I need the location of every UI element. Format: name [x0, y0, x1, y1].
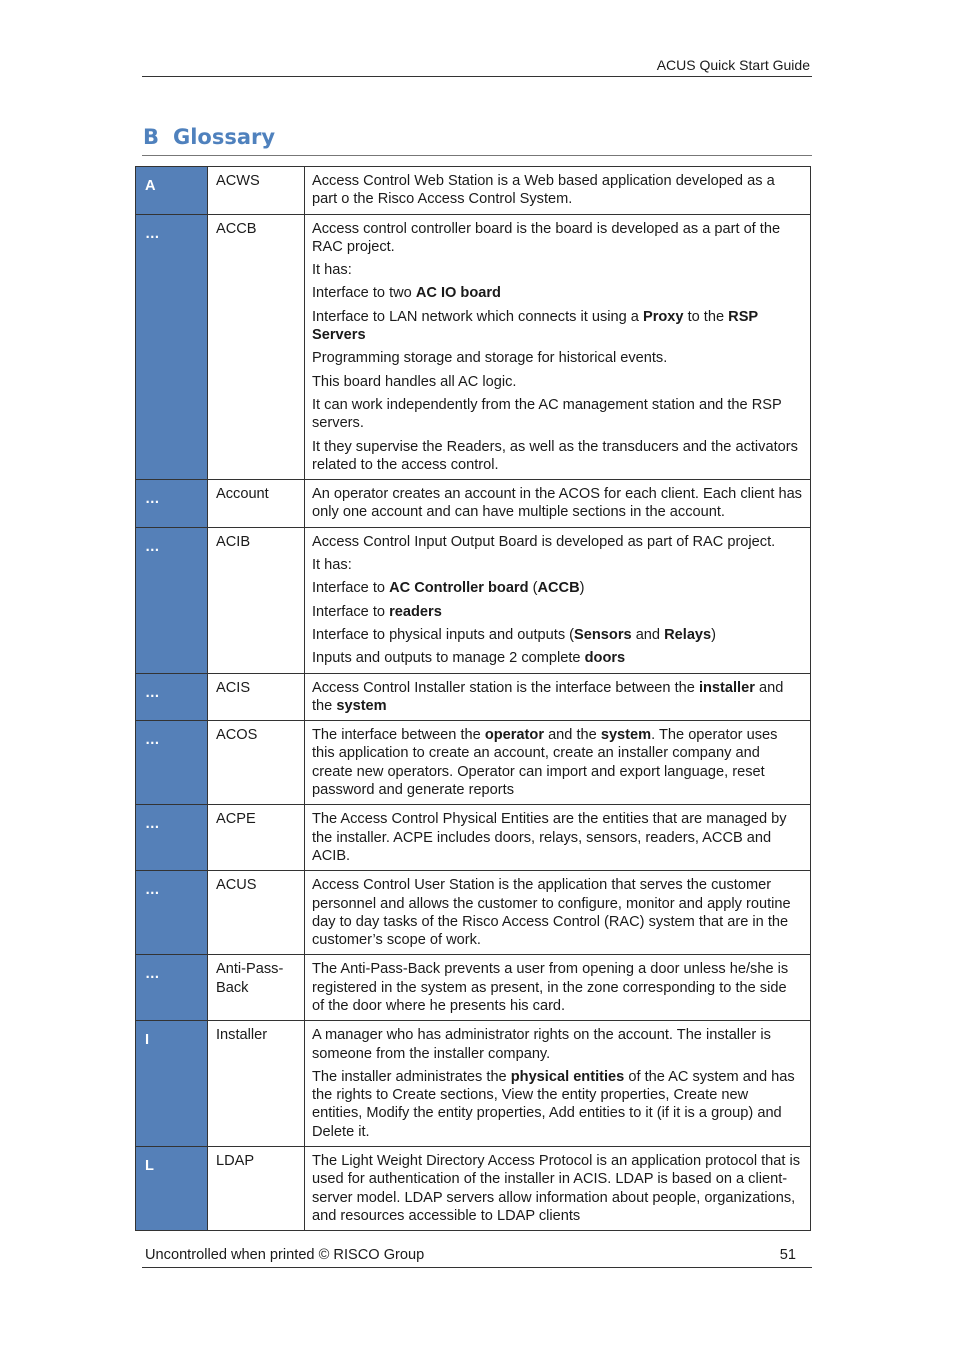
definition-text: to the [683, 308, 729, 325]
glossary-row [136, 214, 811, 480]
glossary-row [136, 871, 811, 955]
index-letter: … [136, 214, 208, 480]
definition-paragraph [312, 220, 802, 257]
definition-paragraph [312, 373, 802, 391]
definition-paragraph [312, 1152, 802, 1225]
definition-text: and [631, 626, 665, 643]
definition-paragraph [312, 679, 802, 716]
definition-bold-text: operator [484, 727, 545, 744]
definition-text: Access control controller board is the board is developed as a part of the RAC project. [312, 220, 781, 255]
definition-text: Interface to [312, 580, 390, 597]
index-letter: … [136, 480, 208, 528]
definition-text: Access Control Web Station is a Web based application developed as a part o the Risco Access Control System. [312, 173, 775, 208]
glossary-term: ACIS [208, 673, 305, 721]
definition-text: It can work independently from the AC management station and the RSP servers. [312, 396, 782, 432]
definition-paragraph [312, 626, 802, 644]
definition-bold-text: Relays [664, 626, 712, 643]
index-letter: … [136, 871, 208, 955]
footer-text: Uncontrolled when printed © RISCO Group [145, 1247, 425, 1263]
definition-text: The interface between the [312, 727, 485, 744]
glossary-term: ACOS [208, 721, 305, 805]
glossary-term: ACCB [208, 214, 305, 480]
definition-text: It has: [312, 557, 352, 574]
index-letter: … [136, 673, 208, 721]
index-letter: A [136, 167, 208, 215]
definition-text: Programming storage and storage for historical events. [312, 350, 668, 367]
index-letter: L [136, 1147, 208, 1231]
glossary-term: ACIB [208, 527, 305, 673]
glossary-definition [305, 527, 811, 673]
glossary-definition [305, 1147, 811, 1231]
glossary-row [136, 1021, 811, 1147]
glossary-row [136, 1147, 811, 1231]
definition-paragraph [312, 810, 802, 865]
definition-bold-text: AC Controller board [389, 580, 529, 597]
definition-text: ) [711, 626, 717, 643]
glossary-definition [305, 1021, 811, 1147]
definition-paragraph [312, 1068, 802, 1141]
definition-text: of the AC system and has the rights to Create sections, View the entity properties, Create new entities, Modify the entity properties, Add entities to it (if it is a group) and Delete it. [312, 1068, 795, 1140]
definition-text: It they supervise the Readers, as well as the transducers and the activators related to the access control. [312, 438, 798, 473]
index-letter: … [136, 955, 208, 1021]
definition-paragraph [312, 438, 802, 475]
definition-text: Interface to two [312, 285, 416, 302]
definition-text: and the [312, 679, 784, 714]
definition-paragraph [312, 308, 802, 345]
definition-paragraph [312, 172, 802, 209]
definition-bold-text: RSP Servers [312, 308, 758, 344]
glossary-term: Anti-Pass-Back [208, 955, 305, 1021]
definition-paragraph [312, 876, 802, 949]
glossary-term: ACUS [208, 871, 305, 955]
glossary-definition [305, 871, 811, 955]
definition-paragraph [312, 396, 802, 433]
glossary-term: ACWS [208, 167, 305, 215]
definition-text: The Light Weight Directory Access Protocol is an application protocol that is used for authentication of the installer in ACIS. LDAP is based on a client-server model. LDAP servers allow information about people, organizations, and resources accessible to LDAP clients [312, 1153, 801, 1224]
glossary-table [135, 166, 811, 1231]
glossary-definition [305, 167, 811, 215]
heading-rule [142, 155, 812, 156]
glossary-definition [305, 955, 811, 1021]
footer-rule [142, 1267, 812, 1268]
definition-paragraph [312, 726, 802, 799]
definition-text: Access Control User Station is the application that serves the customer personnel and allows the customer to configure, monitor and apply routine day to day tasks of the Risco Access Control (RAC) system that are in the customer’s scope of work. [312, 877, 791, 949]
glossary-definition [305, 721, 811, 805]
definition-bold-text: doors [584, 650, 626, 667]
section-title: Glossary [173, 125, 276, 149]
glossary-row [136, 480, 811, 528]
index-letter: … [136, 721, 208, 805]
definition-text: ) [579, 580, 585, 597]
definition-bold-text: installer [698, 679, 755, 696]
glossary-row [136, 721, 811, 805]
definition-text: The Anti-Pass-Back prevents a user from opening a door unless he/she is registered in the system as present, in the zone corresponding to the side of the door where he presents his card. [312, 961, 789, 1014]
definition-text: Access Control Installer station is the interface between the [312, 679, 699, 696]
glossary-row [136, 527, 811, 673]
definition-text: Interface to LAN network which connects it using a [312, 308, 643, 325]
definition-text: This board handles all AC logic. [312, 373, 517, 390]
glossary-definition [305, 805, 811, 871]
index-letter: … [136, 805, 208, 871]
definition-bold-text: Proxy [642, 308, 684, 325]
definition-paragraph [312, 485, 802, 522]
index-letter: I [136, 1021, 208, 1147]
definition-paragraph [312, 649, 802, 667]
definition-paragraph [312, 349, 802, 367]
definition-paragraph [312, 579, 802, 597]
definition-text: and the [544, 727, 601, 744]
definition-bold-text: AC IO board [415, 285, 501, 302]
index-letter: … [136, 527, 208, 673]
definition-paragraph [312, 533, 802, 551]
definition-text: Access Control Input Output Board is developed as part of RAC project. [312, 533, 776, 550]
glossary-term: ACPE [208, 805, 305, 871]
definition-text: It has: [312, 262, 352, 279]
definition-text: ( [528, 580, 538, 597]
section-heading [143, 125, 275, 149]
definition-bold-text: system [336, 697, 387, 714]
definition-bold-text: system [600, 727, 652, 744]
definition-paragraph [312, 960, 802, 1015]
definition-paragraph [312, 284, 802, 302]
section-number: B [143, 125, 160, 149]
definition-text: An operator creates an account in the ACOS for each client. Each client has only one account and can have multiple sections in the account. [312, 486, 802, 521]
definition-bold-text: Sensors [574, 626, 632, 643]
definition-text: The Access Control Physical Entities are the entities that are managed by the installer. ACPE includes doors, relays, sensors, readers, ACCB and ACIB. [312, 811, 787, 864]
definition-text: Interface to physical inputs and outputs ( [312, 626, 575, 643]
definition-bold-text: ACCB [537, 580, 580, 597]
definition-text: Inputs and outputs to manage 2 complete [312, 650, 585, 667]
definition-text: A manager who has administrator rights on the account. The installer is someone from the installer company. [312, 1027, 771, 1062]
glossary-row [136, 955, 811, 1021]
definition-bold-text: readers [389, 603, 442, 620]
glossary-row [136, 167, 811, 215]
definition-bold-text: physical entities [510, 1068, 625, 1085]
glossary-definition [305, 214, 811, 480]
definition-paragraph [312, 261, 802, 279]
glossary-definition [305, 673, 811, 721]
definition-paragraph [312, 556, 802, 574]
definition-text: Interface to [312, 603, 390, 620]
running-header-title: ACUS Quick Start Guide [656, 57, 810, 73]
definition-paragraph [312, 603, 802, 621]
glossary-definition [305, 480, 811, 528]
definition-paragraph [312, 1026, 802, 1063]
definition-text: . The operator uses this application to create an account, create an installer company and create new operators. Operator can import and export language, reset password and generate reports [312, 727, 778, 799]
glossary-row [136, 805, 811, 871]
header-rule [142, 76, 812, 77]
glossary-row [136, 673, 811, 721]
glossary-body [136, 167, 811, 1231]
glossary-term: LDAP [208, 1147, 305, 1231]
page-number: 51 [779, 1247, 796, 1263]
glossary-term: Account [208, 480, 305, 528]
glossary-term: Installer [208, 1021, 305, 1147]
definition-text: The installer administrates the [312, 1068, 511, 1085]
